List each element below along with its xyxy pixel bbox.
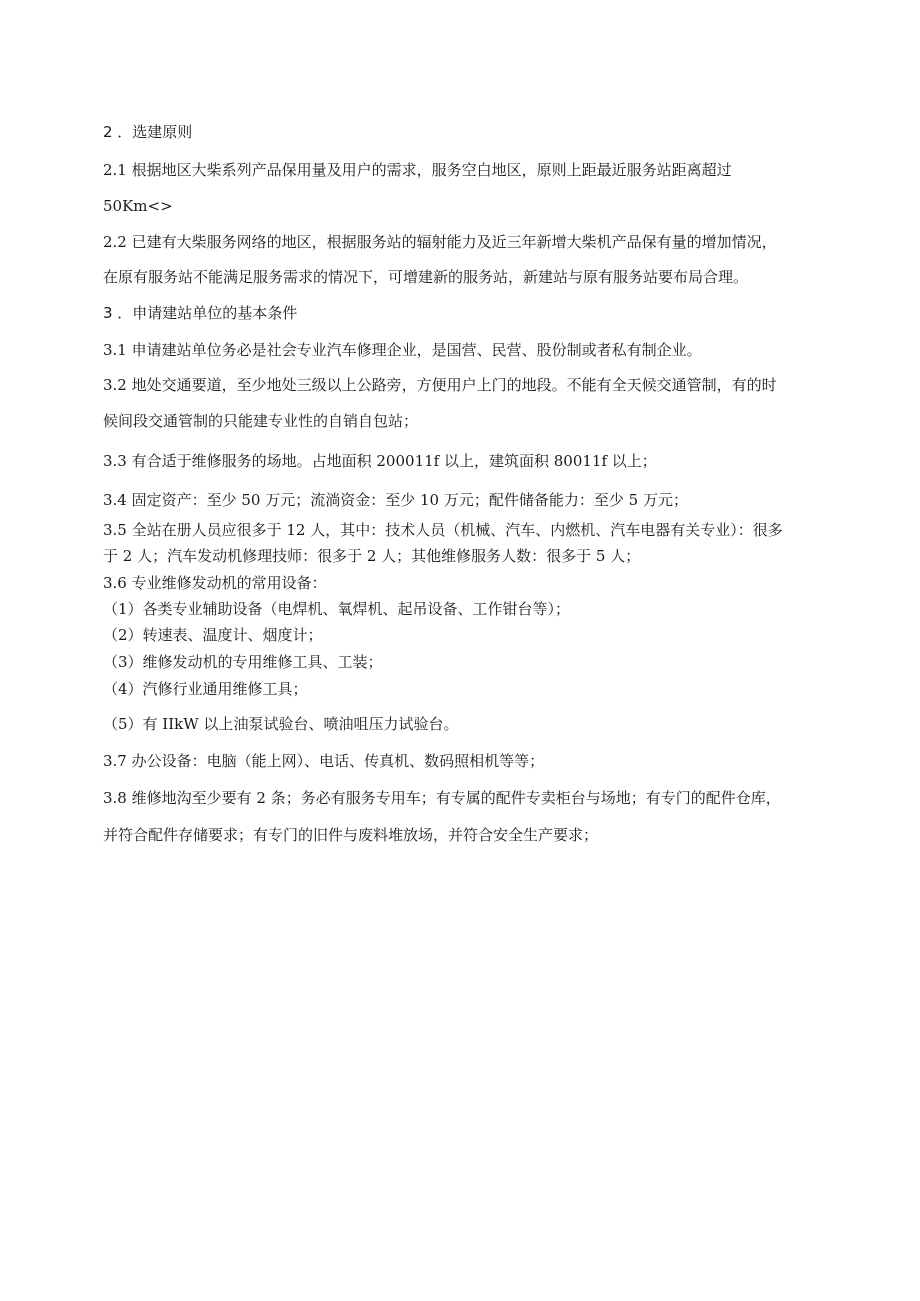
para-2-2-line-1: 2.2 已建有大柴服务网络的地区，根据服务站的辐射能力及近三年新增大柴机产品保有量的增加情况， bbox=[103, 233, 777, 251]
section-heading-3: 3 ．申请建站单位的基本条件 bbox=[103, 304, 298, 322]
para-3-1: 3.1 申请建站单位务必是社会专业汽车修理企业，是国营、民营、股份制或者私有制企业。 bbox=[103, 341, 702, 359]
para-3-3: 3.3 有合适于维修服务的场地。占地面积 200011f 以上，建筑面积 80011f 以上； bbox=[103, 452, 657, 470]
para-3-5-line-1: 3.5 全站在册人员应很多于 12 人，其中：技术人员（机械、汽车、内燃机、汽车电器有关专业）：很多 bbox=[103, 521, 783, 539]
para-3-8-line-1: 3.8 维修地沟至少要有 2 条；务必有服务专用车；有专属的配件专卖柜台与场地；有专门的配件仓库， bbox=[103, 789, 781, 807]
para-3-4: 3.4 固定资产：至少 50 万元；流淌资金：至少 10 万元；配件储备能力：至少 5 万元； bbox=[103, 491, 688, 509]
section-heading-2: 2 ．选建原则 bbox=[103, 123, 193, 141]
list-item-1: （1）各类专业辅助设备（电焊机、氧焊机、起吊设备、工作钳台等）； bbox=[103, 600, 571, 618]
para-3-8-line-2: 并符合配件存储要求；有专门的旧件与废料堆放场，并符合安全生产要求； bbox=[103, 826, 599, 844]
list-item-3: （3）维修发动机的专用维修工具、工装； bbox=[103, 653, 383, 671]
para-3-2-line-2: 候间段交通管制的只能建专业性的自销自包站； bbox=[103, 412, 419, 430]
list-item-4: （4）汽修行业通用维修工具； bbox=[103, 680, 308, 698]
para-2-1-line-2: 50Km<> bbox=[103, 197, 173, 215]
para-3-6: 3.6 专业维修发动机的常用设备： bbox=[103, 574, 327, 592]
para-3-7: 3.7 办公设备：电脑（能上网）、电话、传真机、数码照相机等等； bbox=[103, 752, 545, 770]
list-item-5: （5）有 IIkW 以上油泵试验台、喷油咀压力试验台。 bbox=[103, 715, 459, 733]
para-3-5-line-2: 于 2 人；汽车发动机修理技师：很多于 2 人；其他维修服务人数：很多于 5 人； bbox=[103, 547, 641, 565]
para-2-2-line-2: 在原有服务站不能满足服务需求的情况下，可增建新的服务站，新建站与原有服务站要布局合理。 bbox=[103, 268, 749, 286]
para-3-2-line-1: 3.2 地处交通要道，至少地处三级以上公路旁，方便用户上门的地段。不能有全天候交通管制，有的时 bbox=[103, 376, 777, 394]
para-2-1-line-1: 2.1 根据地区大柴系列产品保用量及用户的需求，服务空白地区，原则上距最近服务站距离超过 bbox=[103, 161, 732, 179]
list-item-2: （2）转速表、温度计、烟度计； bbox=[103, 626, 323, 644]
